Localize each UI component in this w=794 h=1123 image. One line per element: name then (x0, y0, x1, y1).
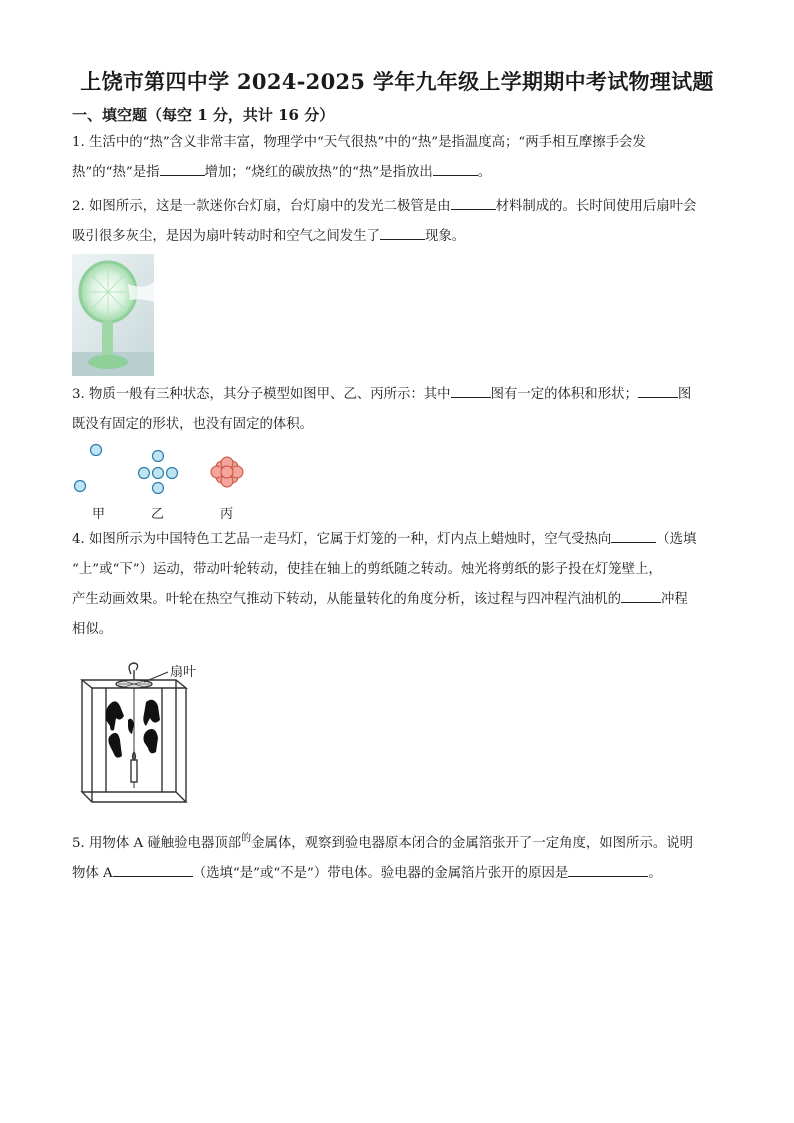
q5-text: 5. 用物体 A 碰触验电器顶部 (72, 836, 242, 851)
q4-line-4: 相似。 (72, 622, 113, 637)
q2-text: 现象。 (424, 229, 466, 244)
q1-line-1: 1. 生活中的“热”含义非常丰富，物理学中“天气很热”中的“热”是指温度高；“两手相互摩擦手会发 (72, 135, 646, 150)
q3-blank-1[interactable] (451, 383, 491, 398)
q3-blank-2[interactable] (638, 383, 678, 398)
label-bing: 丙 (220, 507, 234, 522)
liquid-model (139, 451, 178, 494)
q4-line-3 (72, 585, 724, 615)
q4-blank-1[interactable] (611, 528, 656, 543)
q2-line-2 (72, 222, 724, 252)
q1-text: 热”的“热”是指 (72, 165, 160, 180)
q3-text: 图有一定的体积和形状； (490, 387, 638, 402)
label-jia: 甲 (92, 507, 106, 522)
q1-line-2 (72, 158, 724, 188)
question-1 (72, 128, 724, 188)
q2-text: 2. 如图所示，这是一款迷你台灯扇，台灯扇中的发光二极管是由 (72, 199, 451, 214)
page-title: 上饶市第四中学 2024-2025 学年九年级上学期期中考试物理试题 (80, 69, 714, 94)
q5-blank-2[interactable] (568, 862, 648, 877)
q4-line-1 (72, 525, 724, 555)
q5-blank-1[interactable] (113, 862, 193, 877)
q4-text: 冲程 (661, 592, 688, 607)
question-3 (72, 380, 724, 440)
q4-text: 产生动画效果。叶轮在热空气推动下转动，从能量转化的角度分析，该过程与四冲程汽油机的 (72, 592, 622, 607)
q5-text: 金属体，观察到验电器原本闭合的金属箔张开了一定角度，如图所示。说明 (251, 836, 694, 851)
q5-text: 物体 A (72, 866, 113, 881)
question-2 (72, 192, 724, 252)
section-heading: 一、填空题（每空 1 分，共计 16 分） (72, 106, 335, 124)
q4-line-2: “上”或“下”）运动，带动叶轮转动，使挂在轴上的剪纸随之转动。烛光将剪纸的影子投在灯笼壁上， (72, 562, 662, 577)
q4-blank-2[interactable] (621, 588, 661, 603)
q2-text: 吸引很多灰尘，是因为扇叶转动时和空气之间发生了 (72, 229, 380, 244)
q2-text: 材料制成的。长时间使用后扇叶会 (495, 199, 697, 214)
q3-text: 3. 物质一般有三种状态，其分子模型如图甲、乙、丙所示：其中 (72, 387, 451, 402)
q2-line-1 (72, 192, 724, 222)
q1-text: 增加；“烧红的碳放热”的“热”是指放出 (204, 165, 433, 180)
q5-line-2 (72, 859, 724, 889)
q5-line-1 (72, 824, 724, 859)
q3-line-2: 既没有固定的形状，也没有固定的体积。 (72, 417, 314, 432)
molecule-models (72, 440, 262, 500)
fan-blade-label: 扇叶 (170, 665, 197, 680)
q5-text: （选填“是”或“不是”）带电体。验电器的金属箔片张开的原因是 (192, 866, 569, 881)
lantern-figure (76, 660, 216, 805)
q2-blank-2[interactable] (380, 225, 425, 240)
label-yi: 乙 (151, 507, 165, 522)
q1-blank-2[interactable] (433, 161, 478, 176)
q3-text: 图 (677, 387, 692, 402)
q5-sup: 的 (241, 833, 252, 844)
q4-text: 4. 如图所示为中国特色工艺品一走马灯，它属于灯笼的一种，灯内点上蜡烛时，空气受热向 (72, 532, 612, 547)
question-5 (72, 824, 724, 889)
q4-text: （选填 (656, 532, 697, 547)
q2-blank-1[interactable] (451, 195, 496, 210)
q5-text: 。 (648, 866, 662, 881)
question-4 (72, 525, 724, 645)
gas-model (75, 445, 102, 492)
q1-text: 。 (477, 165, 492, 180)
q3-line-1 (72, 380, 724, 410)
solid-model (211, 457, 243, 487)
fan-image (72, 254, 154, 376)
q1-blank-1[interactable] (160, 161, 205, 176)
